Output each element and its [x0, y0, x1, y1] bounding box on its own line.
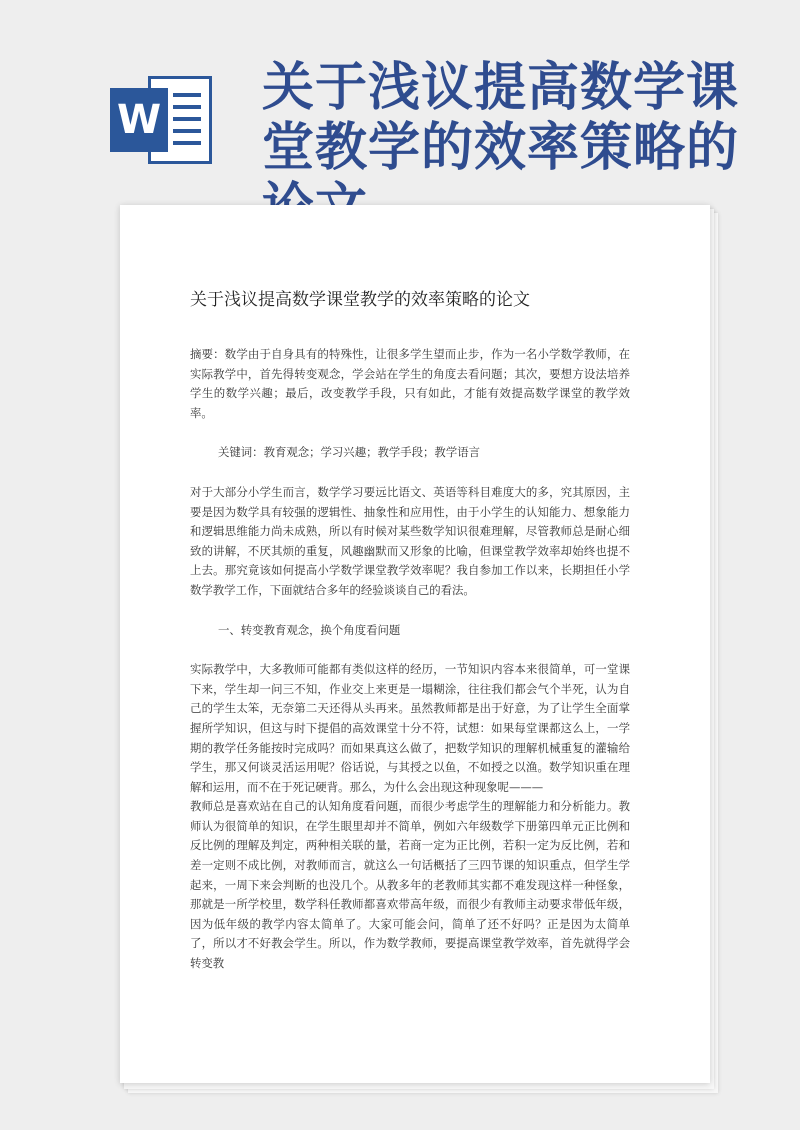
body-paragraph: 实际教学中，大多教师可能都有类似这样的经历，一节知识内容本来很简单，可一堂课下来，学生却一问三不知，作业交上来更是一塌糊涂，往往我们都会气个半死，认为自己的学生太笨，无奈第二天还得从头再来。虽然教师都是出于好意，为了让学生全面掌握所学知识，但这与时下提倡的高效课堂十分不符，试想：如果每堂课都这么上，一学期的教学任务能按时完成吗？而如果真这么做了，把数学知识的理解机械重复的灌输给学生，那又何谈灵活运用呢？俗话说，与其授之以鱼，不如授之以渔。数学知识重在理解和运用，而不在于死记硬背。那么，为什么会出现这种现象呢——— — [190, 662, 630, 794]
banner-title: 关于浅议提高数学课堂教学的效率策略的 — [262, 57, 740, 178]
abstract-paragraph: 摘要：数学由于自身具有的特殊性，让很多学生望而止步，作为一名小学数学教师，在实际教学中，首先得转变观念，学会站在学生的角度去看问题；其次，要想方设法培养学生的数学兴趣；最后，改变教学手段，只有如此，才能有效提高数学课堂的教学效率。 — [190, 347, 630, 420]
intro-paragraph: 对于大部分小学生而言，数学学习要远比语文、英语等科目难度大的多，究其原因，主要是因为数学具有较强的逻辑性、抽象性和应用性，由于小学生的认知能力、想象能力和逻辑思维能力尚未成熟，所以有时候对某些数学知识很难理解，尽管教师总是耐心细致的讲解，不厌其烦的重复，风趣幽默而又形象的比喻，但课堂教学效率却始终也提不上去。那究竟该如何提高小学数学课堂教学效率呢？我自参加工作以来，长期担任小学数学教学工作，下面就结合多年的经验谈谈自己的看法。 — [190, 484, 630, 597]
section-heading: 一、转变教育观念，换个角度看问题 — [218, 622, 401, 637]
document-body — [190, 345, 630, 974]
document-title: 关于浅议提高数学课堂教学的效率策略的论文 — [190, 290, 530, 310]
word-document-icon — [110, 70, 215, 168]
banner — [0, 0, 800, 200]
document-preview — [120, 205, 718, 1093]
body-paragraph: 教师总是喜欢站在自己的认知角度看问题，而很少考虑学生的理解能力和分析能力。教师认为很简单的知识，在学生眼里却并不简单，例如六年级数学下册第四单元正比例和反比例的理解及判定，两种相关联的量，若商一定为正比例，若积一定为反比例，若和差一定则不成比例，对教师而言，就这么一句话概括了三四节课的知识重点，但学生学起来，一周下来会判断的也没几个。从教多年的老教师其实都不难发现这样一种怪象，那就是一所学校里，数学科任教师都喜欢带高年级，而很少有教师主动要求带低年级，因为低年级的教学内容太简单了。大家可能会问，简单了还不好吗？正是因为太简单了，所以才不好教会学生。所以，作为数学教师，要提高课堂教学效率，首先就得学会转变教 — [190, 799, 630, 971]
word-letter-tile: W — [110, 88, 168, 152]
keywords-line: 关键词：教育观念；学习兴趣；教学手段；教学语言 — [218, 445, 480, 460]
document-page — [120, 205, 710, 1083]
